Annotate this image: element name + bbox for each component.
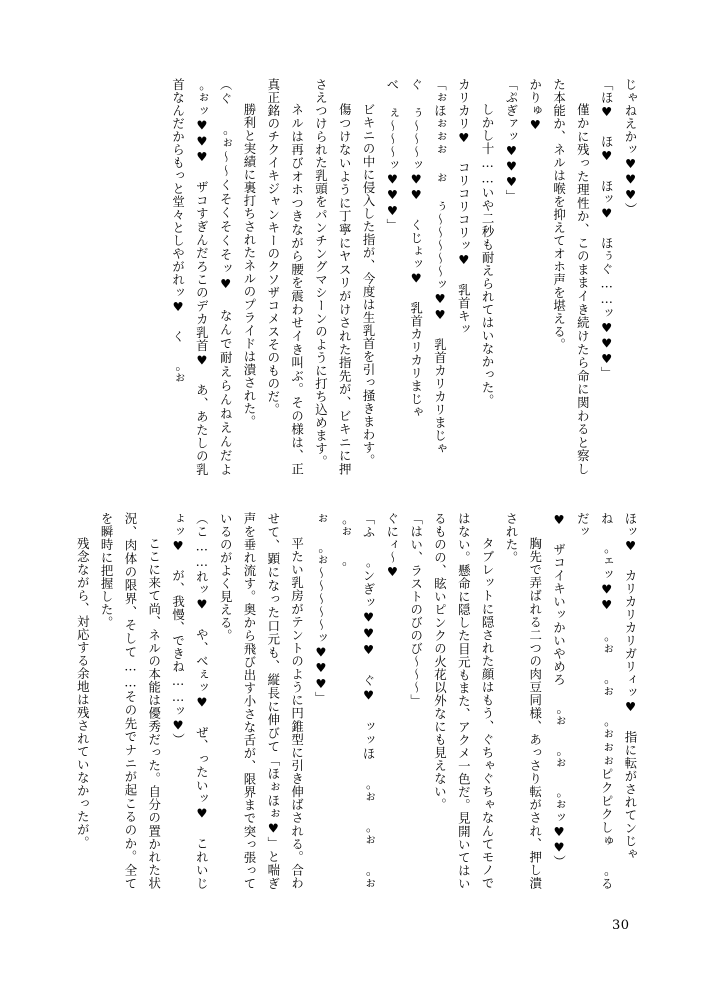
paragraph: ぐにィ～♥ — [384, 512, 400, 580]
paragraph: ここに来て尚、ネルの本能は優秀だった。自分の置かれた状況、肉体の限界、そして……その先でナニが起こるのか。全てを瞬時に把握した。 — [99, 512, 162, 890]
paragraph: 「ぉほぉぉぉ ぉ ぅ～～～～～ッ♥♥ 乳首カリカリまじゃ — [432, 78, 448, 455]
paragraph: タブレットに隠された顔はもう、ぐちゃぐちゃなんてモノではない。懸命に隠した目元もまた、アクメ一色だ。見開いてはいるものの、眩いピンクの火花以外なにも見えない。 — [432, 512, 496, 890]
paragraph: 僅かに残った理性か、このままイき続けたら命に関わると察した本能か、ネルは喉を抑えてオホ声を堪える。 — [551, 78, 591, 476]
text-block-upper — [42, 78, 642, 476]
paragraph: カリカリ♥ コリコリコリッ♥ 乳首キッ — [456, 78, 472, 336]
paragraph: ぐ ぅ～～～ッ♥♥ くじょッ♥ 乳首カリカリまじゃ — [408, 78, 424, 419]
text-block-lower — [42, 512, 642, 890]
paragraph: （ぐ ｡ぉ～～くそくそくそッ♥ なんで耐えらんねえんだよ ｡ぉッ♥♥♥ ザコすぎんだろこのデカ乳首♥ あ、あたしの乳首なんだからもっと堂々としやがれッ♥ く ｡ぉ — [170, 78, 234, 476]
paragraph: ね ｡ェッ♥♥ ｡ぉ ｡ぉ ｡ぉぉぉピクピクしゅ ｡るだッ — [575, 512, 615, 890]
paragraph: 胸先で弄ばれる二つの肉豆同様、あっさり転がされ、押し潰された。 — [503, 512, 543, 890]
paragraph: じゃねえかッ♥♥♥） — [623, 78, 638, 216]
paragraph: 平たい乳房がテントのように円錐型に引き伸ばされる。合わせて、顕になった口元も、縦長に伸びて「ほぉほぉ♥」と喘ぎ声を垂れ流す。奥から飛び出す小さな舌が、限界まで突っ張っているのがよく見える。 — [218, 512, 305, 890]
paragraph: 「ふ ｡ンぎッ♥♥♥ ぐ♥ ッッほ ｡ぉ ｡ぉ ｡ぉ ｡ぉ ｡ — [337, 512, 377, 890]
paragraph: 残念ながら、対応する余地は残されていなかったが。 — [75, 524, 91, 850]
paragraph: かりゅ♥ — [527, 78, 543, 133]
paragraph: ぉ ｡ぉ～～～～～ッ♥♥♥」 — [313, 512, 329, 705]
paragraph: ♥ ザコイキいッかいやめろ ｡ぉ ｡ぉ ｡ぉッ♥♥） — [551, 512, 567, 869]
paragraph: ビキニの中に侵入した指が、今度は生乳首を引っ掻きまわす。 — [361, 90, 377, 468]
paragraph: 「ぷぎァッ♥♥♥」 — [503, 78, 519, 203]
paragraph: （こ……れッ♥ や、べぇッ♥ ぜ、ったいッ♥ これいじょッ♥ が、我慢、できね……ッ♥） — [170, 512, 210, 890]
paragraph: ネルは再びオホつきながら腰を震わせイき叫ぶ。その様は、正真正銘のチクイキジャンキーのクソザコメスそのものだ。 — [265, 78, 305, 476]
paragraph: 傷つけないように丁寧にヤスリがけされた指先が、ビキニに押さえつけられた乳頭をパンチングマシーンのように打ち込めます。 — [313, 78, 353, 476]
paragraph: 「はい、ラストのびのび～～～」 — [408, 512, 424, 707]
page-number: 30 — [612, 918, 630, 933]
paragraph: ほッ♥ カリカリカリガリィッ♥ 指に転がされてンじゃ — [623, 512, 638, 861]
paragraph: べ ぇ～～～ッ♥♥♥」 — [384, 78, 400, 232]
paragraph: 勝利と実績に裏打ちされたネルのプライドは潰された。 — [242, 90, 257, 429]
paragraph: しかし十……いや二秒も耐えられてはいなかった。 — [480, 90, 496, 408]
paragraph: 「ほ♥ ほ♥ ほッ♥ ほぅぐ……ッ♥♥♥」 — [599, 78, 615, 380]
